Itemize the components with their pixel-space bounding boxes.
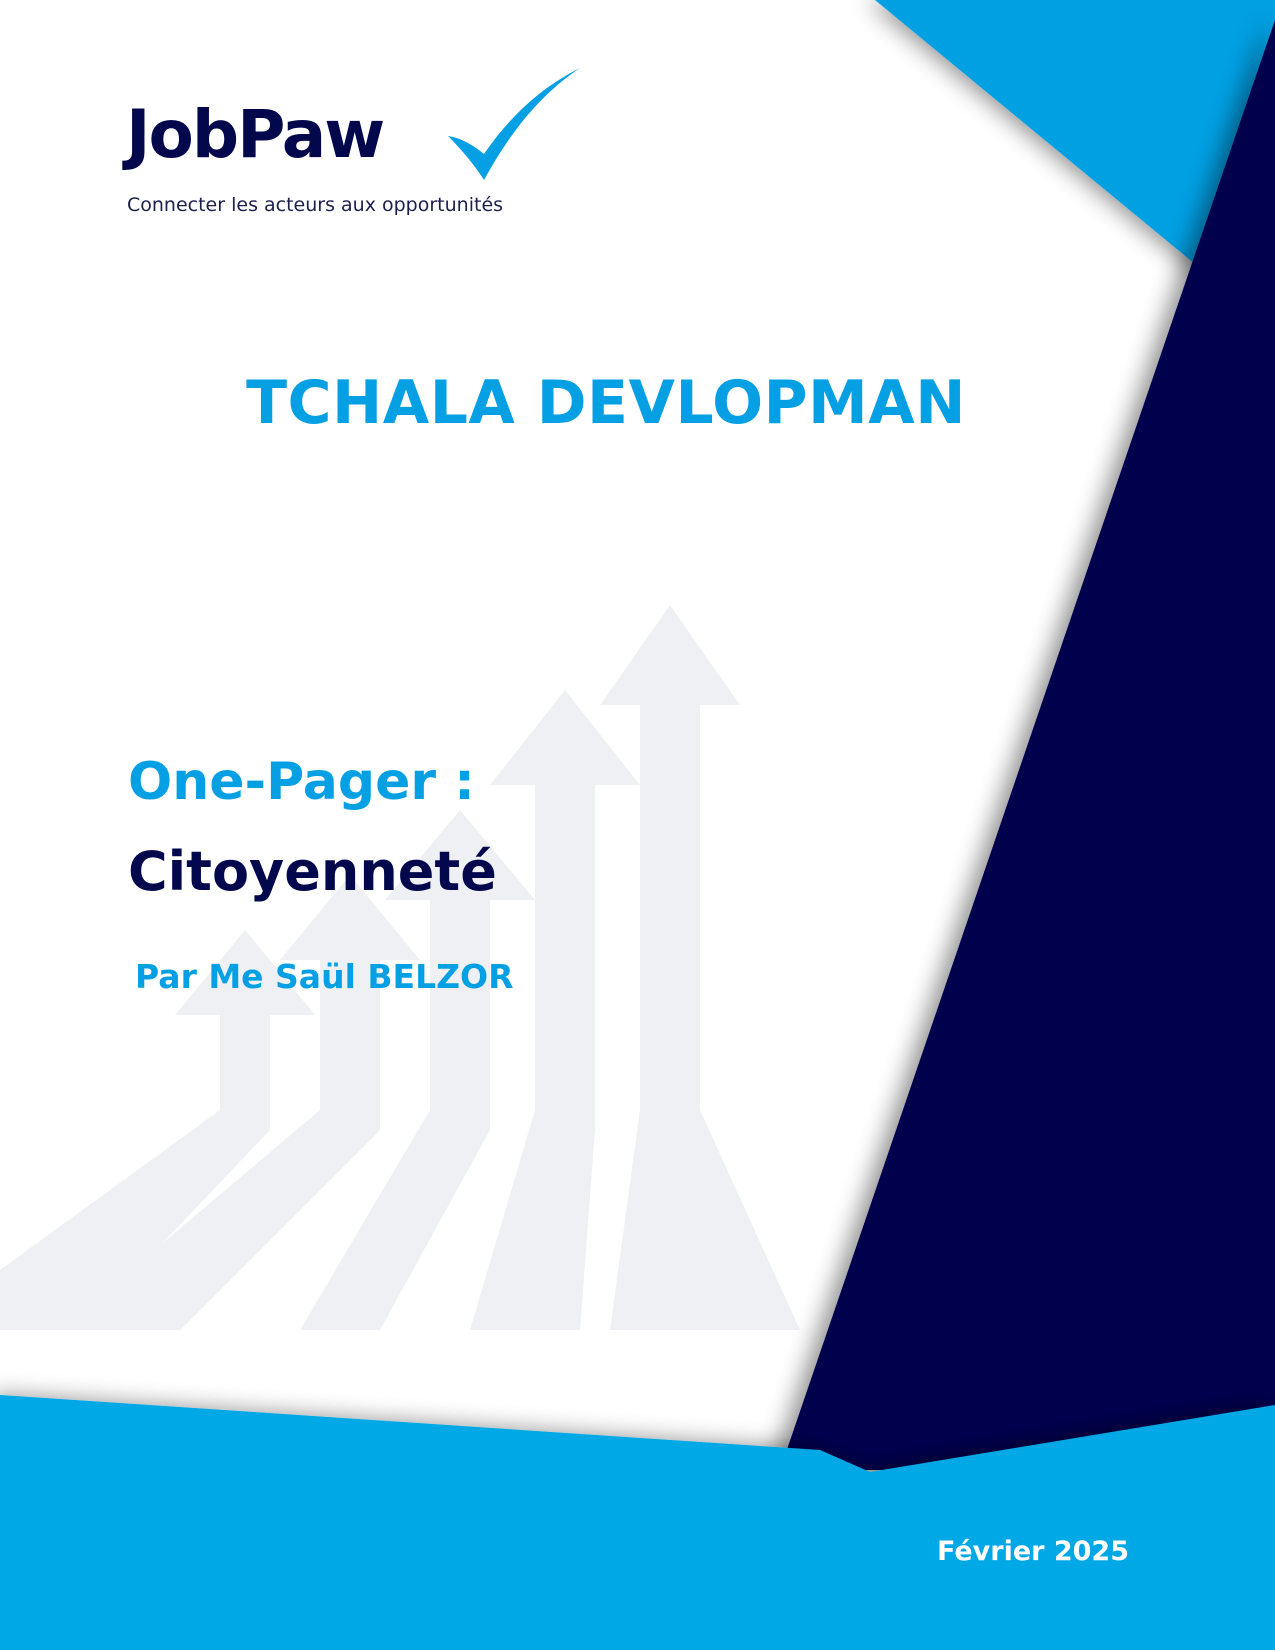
logo-wordmark: JobPaw (126, 96, 384, 173)
document-author: Par Me Saül BELZOR (135, 957, 514, 996)
document-type: One-Pager : (128, 752, 475, 812)
document-date: Février 2025 (937, 1536, 1130, 1567)
document-subject: Citoyenneté (128, 840, 497, 903)
checkmark-icon (440, 66, 582, 186)
jobpaw-logo[interactable] (122, 66, 582, 226)
logo-tagline: Connecter les acteurs aux opportunités (127, 194, 504, 216)
page-title: TCHALA DEVLOPMAN (246, 368, 966, 438)
navy-diagonal-panel (780, 20, 1275, 1470)
